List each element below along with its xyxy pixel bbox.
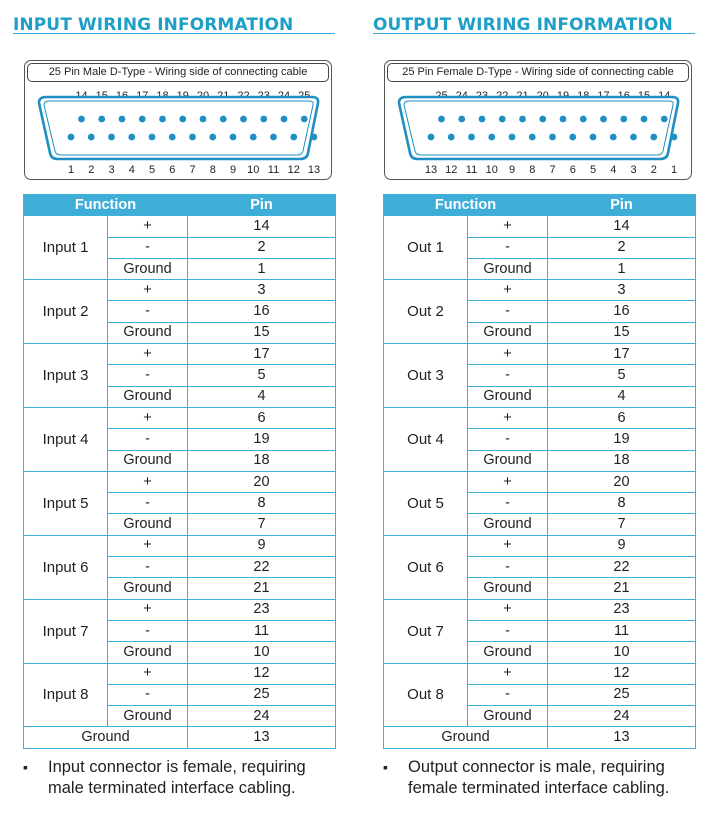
pin-dot — [281, 116, 288, 123]
signal-type: + — [108, 407, 188, 428]
signal-type: + — [468, 663, 548, 684]
pin-label: 8 — [209, 164, 216, 176]
pin-number: 10 — [188, 642, 336, 663]
pin-dot — [230, 134, 237, 141]
d-sub-25-connector-icon — [385, 61, 693, 181]
pin-label: 5 — [589, 164, 597, 176]
pin-number: 20 — [548, 471, 696, 492]
signal-type: + — [108, 663, 188, 684]
output-connector-diagram — [384, 60, 692, 180]
d-sub-25-connector-icon — [25, 61, 333, 181]
output-heading: OUTPUT WIRING INFORMATION — [373, 0, 695, 34]
pin-number: 19 — [188, 429, 336, 450]
function-header: Function — [24, 195, 188, 216]
signal-type: + — [108, 535, 188, 556]
signal-type: Ground — [108, 706, 188, 727]
signal-type: - — [468, 493, 548, 514]
pin-label: 13 — [424, 164, 438, 176]
signal-type: Ground — [468, 578, 548, 599]
input-note — [23, 757, 343, 799]
signal-type: Ground — [108, 258, 188, 279]
signal-type: - — [108, 684, 188, 705]
signal-type: - — [108, 429, 188, 450]
pin-dot — [641, 116, 648, 123]
pin-number: 16 — [548, 301, 696, 322]
pin-dot — [580, 116, 587, 123]
channel-name: Out 6 — [384, 535, 468, 599]
connector-shell — [39, 97, 318, 159]
pin-number: 4 — [548, 386, 696, 407]
pin-label: 3 — [108, 164, 115, 176]
footer-function: Ground — [384, 727, 548, 748]
signal-type: + — [468, 471, 548, 492]
pin-number: 25 — [188, 684, 336, 705]
pin-dot — [671, 134, 678, 141]
pin-number: 9 — [188, 535, 336, 556]
pin-dot — [479, 116, 486, 123]
table-row — [24, 280, 336, 301]
table-row — [384, 407, 696, 428]
signal-type: Ground — [468, 514, 548, 535]
channel-name: Input 8 — [24, 663, 108, 727]
pin-label: 13 — [307, 164, 321, 176]
table-row — [24, 535, 336, 556]
pin-dot — [630, 134, 637, 141]
signal-type: - — [468, 429, 548, 450]
pin-number: 14 — [548, 216, 696, 237]
pin-number: 25 — [548, 684, 696, 705]
pin-number: 22 — [188, 557, 336, 578]
pin-number: 17 — [548, 344, 696, 365]
pin-label: 1 — [67, 164, 75, 176]
signal-type: + — [468, 599, 548, 620]
pin-number: 18 — [548, 450, 696, 471]
pin-dot — [108, 134, 115, 141]
pin-header: Pin — [188, 195, 336, 216]
footer-function: Ground — [24, 727, 188, 748]
signal-type: + — [108, 471, 188, 492]
pin-number: 17 — [188, 344, 336, 365]
pin-number: 3 — [188, 280, 336, 301]
channel-name: Input 5 — [24, 471, 108, 535]
pin-number: 11 — [188, 620, 336, 641]
signal-type: + — [108, 280, 188, 301]
pin-number: 1 — [548, 258, 696, 279]
pin-dot — [301, 116, 308, 123]
pin-dot — [610, 134, 617, 141]
input-connector-diagram — [24, 60, 332, 180]
signal-type: Ground — [108, 450, 188, 471]
pin-number: 1 — [188, 258, 336, 279]
channel-name: Out 8 — [384, 663, 468, 727]
signal-type: Ground — [108, 514, 188, 535]
pin-dot — [270, 134, 277, 141]
pin-number: 10 — [548, 642, 696, 663]
pin-dot — [661, 116, 668, 123]
pin-number: 21 — [188, 578, 336, 599]
pin-number: 7 — [548, 514, 696, 535]
pin-label: 9 — [229, 164, 237, 176]
output-section — [373, 0, 695, 797]
signal-type: - — [108, 365, 188, 386]
pin-number: 5 — [548, 365, 696, 386]
table-row — [384, 471, 696, 492]
channel-name: Input 6 — [24, 535, 108, 599]
pin-dot — [509, 134, 516, 141]
pin-dot — [119, 116, 126, 123]
pin-dot — [128, 134, 135, 141]
input-connector-label: 25 Pin Male D-Type - Wiring side of connecting cable — [27, 63, 329, 82]
channel-name: Out 3 — [384, 344, 468, 408]
pin-dot — [438, 116, 445, 123]
channel-name: Input 7 — [24, 599, 108, 663]
pin-label: 11 — [465, 164, 478, 176]
pin-dot — [620, 116, 627, 123]
table-row — [384, 280, 696, 301]
pin-dot — [88, 134, 95, 141]
pin-number: 18 — [188, 450, 336, 471]
pin-dot — [499, 116, 506, 123]
signal-type: - — [108, 493, 188, 514]
table-row — [384, 216, 696, 237]
signal-type: Ground — [108, 322, 188, 343]
table-footer-row — [384, 727, 696, 748]
table-row — [384, 663, 696, 684]
signal-type: - — [108, 301, 188, 322]
pin-dot — [250, 134, 257, 141]
pin-dot — [159, 116, 166, 123]
channel-name: Input 1 — [24, 216, 108, 280]
pin-dot — [468, 134, 475, 141]
pin-dot — [529, 134, 536, 141]
pin-number: 23 — [188, 599, 336, 620]
signal-type: - — [108, 620, 188, 641]
table-row — [384, 535, 696, 556]
pin-number: 8 — [188, 493, 336, 514]
pin-dot — [549, 134, 556, 141]
pin-number: 2 — [548, 237, 696, 258]
pin-dot — [220, 116, 227, 123]
signal-type: Ground — [468, 322, 548, 343]
input-note-text: Input connector is female, requiring male terminated interface cabling. — [48, 758, 306, 797]
table-row — [24, 344, 336, 365]
pin-number: 14 — [188, 216, 336, 237]
pin-dot — [590, 134, 597, 141]
pin-dot — [149, 134, 156, 141]
pin-dot — [240, 116, 247, 123]
pin-number: 20 — [188, 471, 336, 492]
pin-label: 6 — [169, 164, 176, 176]
signal-type: - — [108, 237, 188, 258]
pin-dot — [311, 134, 318, 141]
table-row — [384, 344, 696, 365]
signal-type: + — [468, 535, 548, 556]
pin-number: 6 — [548, 407, 696, 428]
pin-dot — [650, 134, 657, 141]
signal-type: + — [468, 344, 548, 365]
signal-type: Ground — [108, 386, 188, 407]
pin-number: 24 — [188, 706, 336, 727]
pin-dot — [569, 134, 576, 141]
signal-type: - — [468, 620, 548, 641]
pin-number: 4 — [188, 386, 336, 407]
pin-dot — [139, 116, 146, 123]
signal-type: + — [108, 216, 188, 237]
pin-number: 21 — [548, 578, 696, 599]
signal-type: - — [468, 301, 548, 322]
pin-number: 15 — [548, 322, 696, 343]
pin-number: 11 — [548, 620, 696, 641]
channel-name: Out 7 — [384, 599, 468, 663]
pin-number: 22 — [548, 557, 696, 578]
pin-number: 12 — [548, 663, 696, 684]
pin-dot — [189, 134, 196, 141]
signal-type: Ground — [468, 258, 548, 279]
signal-type: Ground — [108, 578, 188, 599]
pin-dot — [458, 116, 465, 123]
pin-label: 9 — [508, 164, 516, 176]
table-header-row — [24, 195, 336, 216]
pin-number: 19 — [548, 429, 696, 450]
pin-label: 4 — [610, 164, 617, 176]
pin-label: 6 — [569, 164, 576, 176]
pin-dot — [179, 116, 186, 123]
signal-type: Ground — [468, 706, 548, 727]
pin-number: 8 — [548, 493, 696, 514]
pin-number: 23 — [548, 599, 696, 620]
table-row — [24, 599, 336, 620]
pin-label: 3 — [630, 164, 637, 176]
table-row — [24, 471, 336, 492]
input-wiring-table — [23, 194, 336, 749]
pin-label: 10 — [247, 164, 260, 176]
function-header: Function — [384, 195, 548, 216]
pin-dot — [78, 116, 85, 123]
pin-dot — [209, 134, 216, 141]
bullet-square-icon: ▪ — [383, 759, 388, 775]
signal-type: Ground — [468, 642, 548, 663]
pin-dot — [519, 116, 526, 123]
pin-dot — [260, 116, 267, 123]
footer-pin: 13 — [188, 727, 336, 748]
table-row — [384, 599, 696, 620]
pin-number: 3 — [548, 280, 696, 301]
input-section — [13, 0, 335, 797]
pin-number: 15 — [188, 322, 336, 343]
pin-label: 8 — [529, 164, 536, 176]
footer-pin: 13 — [548, 727, 696, 748]
connector-shell — [399, 97, 678, 159]
signal-type: + — [108, 599, 188, 620]
signal-type: Ground — [108, 642, 188, 663]
pin-label: 4 — [128, 164, 135, 176]
pin-label: 12 — [287, 164, 300, 176]
pin-dot — [98, 116, 105, 123]
pin-label: 10 — [485, 164, 498, 176]
pin-dot — [448, 134, 455, 141]
pin-number: 24 — [548, 706, 696, 727]
output-connector-label: 25 Pin Female D-Type - Wiring side of connecting cable — [387, 63, 689, 82]
channel-name: Out 4 — [384, 407, 468, 471]
pin-dot — [200, 116, 207, 123]
pin-label: 11 — [267, 164, 280, 176]
output-wiring-table — [383, 194, 696, 749]
table-row — [24, 407, 336, 428]
channel-name: Out 1 — [384, 216, 468, 280]
table-row — [24, 663, 336, 684]
signal-type: + — [468, 407, 548, 428]
table-row — [24, 216, 336, 237]
output-note — [383, 757, 703, 799]
pin-number: 2 — [188, 237, 336, 258]
pin-label: 1 — [670, 164, 678, 176]
pin-number: 6 — [188, 407, 336, 428]
pin-dot — [169, 134, 176, 141]
pin-header: Pin — [548, 195, 696, 216]
signal-type: + — [468, 216, 548, 237]
signal-type: - — [468, 365, 548, 386]
pin-label: 2 — [650, 164, 657, 176]
pin-label: 7 — [189, 164, 196, 176]
pin-label: 7 — [549, 164, 556, 176]
table-footer-row — [24, 727, 336, 748]
pin-dot — [560, 116, 567, 123]
pin-dot — [68, 134, 75, 141]
signal-type: - — [468, 557, 548, 578]
bullet-square-icon: ▪ — [23, 759, 28, 775]
pin-label: 5 — [148, 164, 156, 176]
signal-type: - — [108, 557, 188, 578]
table-header-row — [384, 195, 696, 216]
pin-dot — [600, 116, 607, 123]
input-heading: INPUT WIRING INFORMATION — [13, 0, 335, 34]
output-note-text: Output connector is male, requiring female terminated interface cabling. — [408, 758, 670, 797]
pin-number: 16 — [188, 301, 336, 322]
pin-number: 7 — [188, 514, 336, 535]
signal-type: Ground — [468, 386, 548, 407]
channel-name: Input 2 — [24, 280, 108, 344]
pin-dot — [428, 134, 435, 141]
pin-label: 12 — [445, 164, 458, 176]
signal-type: + — [108, 344, 188, 365]
signal-type: - — [468, 237, 548, 258]
pin-number: 9 — [548, 535, 696, 556]
signal-type: Ground — [468, 450, 548, 471]
channel-name: Out 2 — [384, 280, 468, 344]
channel-name: Out 5 — [384, 471, 468, 535]
pin-number: 12 — [188, 663, 336, 684]
pin-label: 2 — [88, 164, 95, 176]
signal-type: + — [468, 280, 548, 301]
pin-dot — [290, 134, 297, 141]
pin-dot — [539, 116, 546, 123]
signal-type: - — [468, 684, 548, 705]
channel-name: Input 3 — [24, 344, 108, 408]
pin-dot — [488, 134, 495, 141]
channel-name: Input 4 — [24, 407, 108, 471]
pin-number: 5 — [188, 365, 336, 386]
